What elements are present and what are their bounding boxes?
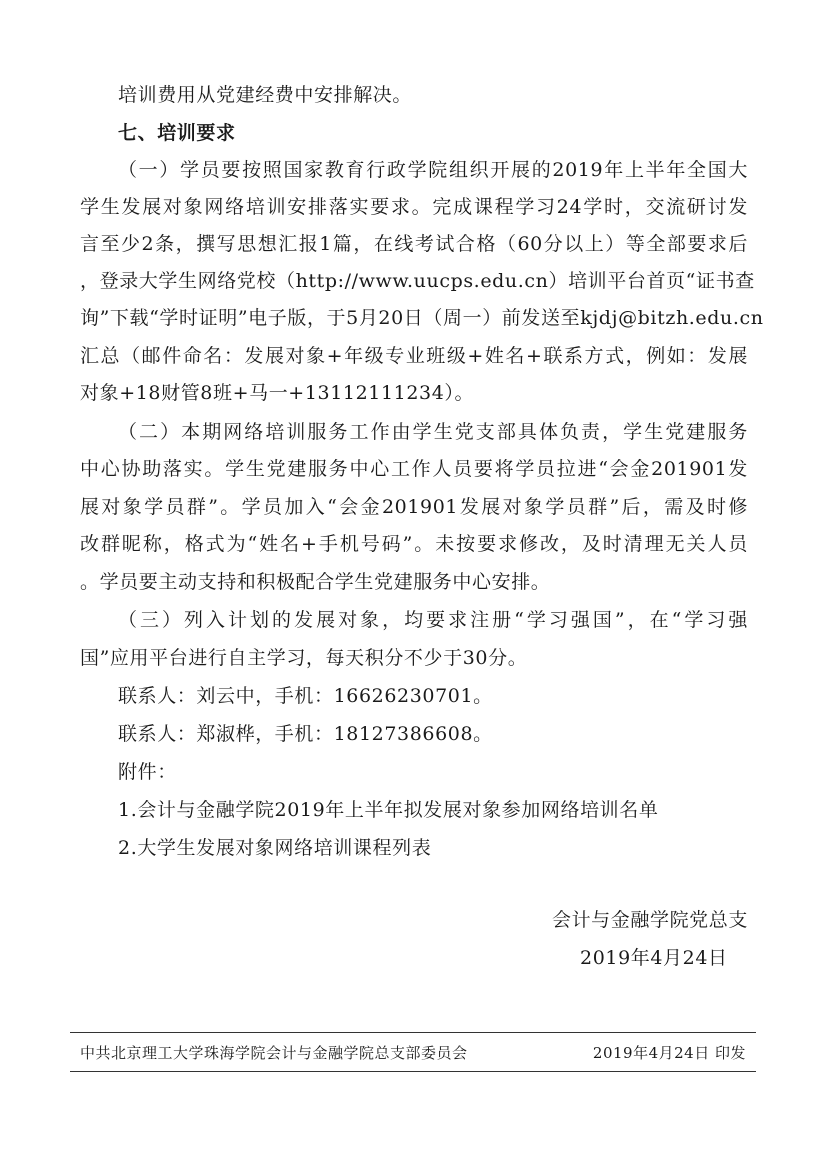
para1-line-5: 询”下载“学时证明”电子版，于5月20日（周一）前发送至kjdj@bitzh.edu.cn xyxy=(80,307,764,329)
para3-line-1: （三）列入计划的发展对象，均要求注册“学习强国”，在“学习强 xyxy=(118,609,748,631)
signature-org: 会计与金融学院党总支 xyxy=(551,909,748,931)
para2-line-5: 。学员要主动支持和积极配合学生党建服务中心安排。 xyxy=(80,571,551,593)
contact-1: 联系人：刘云中，手机：16626230701。 xyxy=(118,685,493,707)
para2-line-3: 展对象学员群”。学员加入“会金201901发展对象学员群”后，需及时修 xyxy=(80,496,748,518)
para1-line-4: ，登录大学生网络党校（http://www.uucps.edu.cn）培训平台首页“证书查 xyxy=(80,270,755,292)
para1-line-7: 对象+18财管8班+马一+13112111234）。 xyxy=(80,382,475,404)
signature-date: 2019年4月24日 xyxy=(580,947,728,969)
para2-line-1: （二）本期网络培训服务工作由学生党支部具体负责，学生党建服务 xyxy=(118,421,748,443)
footer-top-rule xyxy=(70,1032,756,1033)
para2-line-2: 中心协助落实。学生党建服务中心工作人员要将学员拉进“会金201901发 xyxy=(80,458,748,480)
footer-issue-date: 2019年4月24日 印发 xyxy=(592,1044,746,1062)
attachments-label: 附件： xyxy=(118,761,177,783)
para1-line-1: （一）学员要按照国家教育行政学院组织开展的2019年上半年全国大 xyxy=(118,159,748,181)
para1-line-3: 言至少2条，撰写思想汇报1篇，在线考试合格（60分以上）等全部要求后 xyxy=(80,233,748,255)
section-heading: 七、培训要求 xyxy=(118,122,236,144)
attachment-item-1: 1.会计与金融学院2019年上半年拟发展对象参加网络培训名单 xyxy=(118,799,659,821)
para1-line-6: 汇总（邮件命名：发展对象+年级专业班级+姓名+联系方式，例如：发展 xyxy=(80,345,748,367)
attachment-item-2: 2.大学生发展对象网络培训课程列表 xyxy=(118,837,432,859)
footer-issuer: 中共北京理工大学珠海学院会计与金融学院总支部委员会 xyxy=(80,1044,468,1062)
para1-line-2: 学生发展对象网络培训安排落实要求。完成课程学习24学时，交流研讨发 xyxy=(80,196,748,218)
contact-2: 联系人：郑淑桦，手机：18127386608。 xyxy=(118,723,493,745)
para3-line-2: 国”应用平台进行自主学习，每天积分不少于30分。 xyxy=(80,647,528,669)
para2-line-4: 改群昵称，格式为“姓名+手机号码”。未按要求修改，及时清理无关人员 xyxy=(80,533,748,555)
footer-bottom-rule xyxy=(70,1071,756,1072)
intro-line: 培训费用从党建经费中安排解决。 xyxy=(118,84,413,106)
